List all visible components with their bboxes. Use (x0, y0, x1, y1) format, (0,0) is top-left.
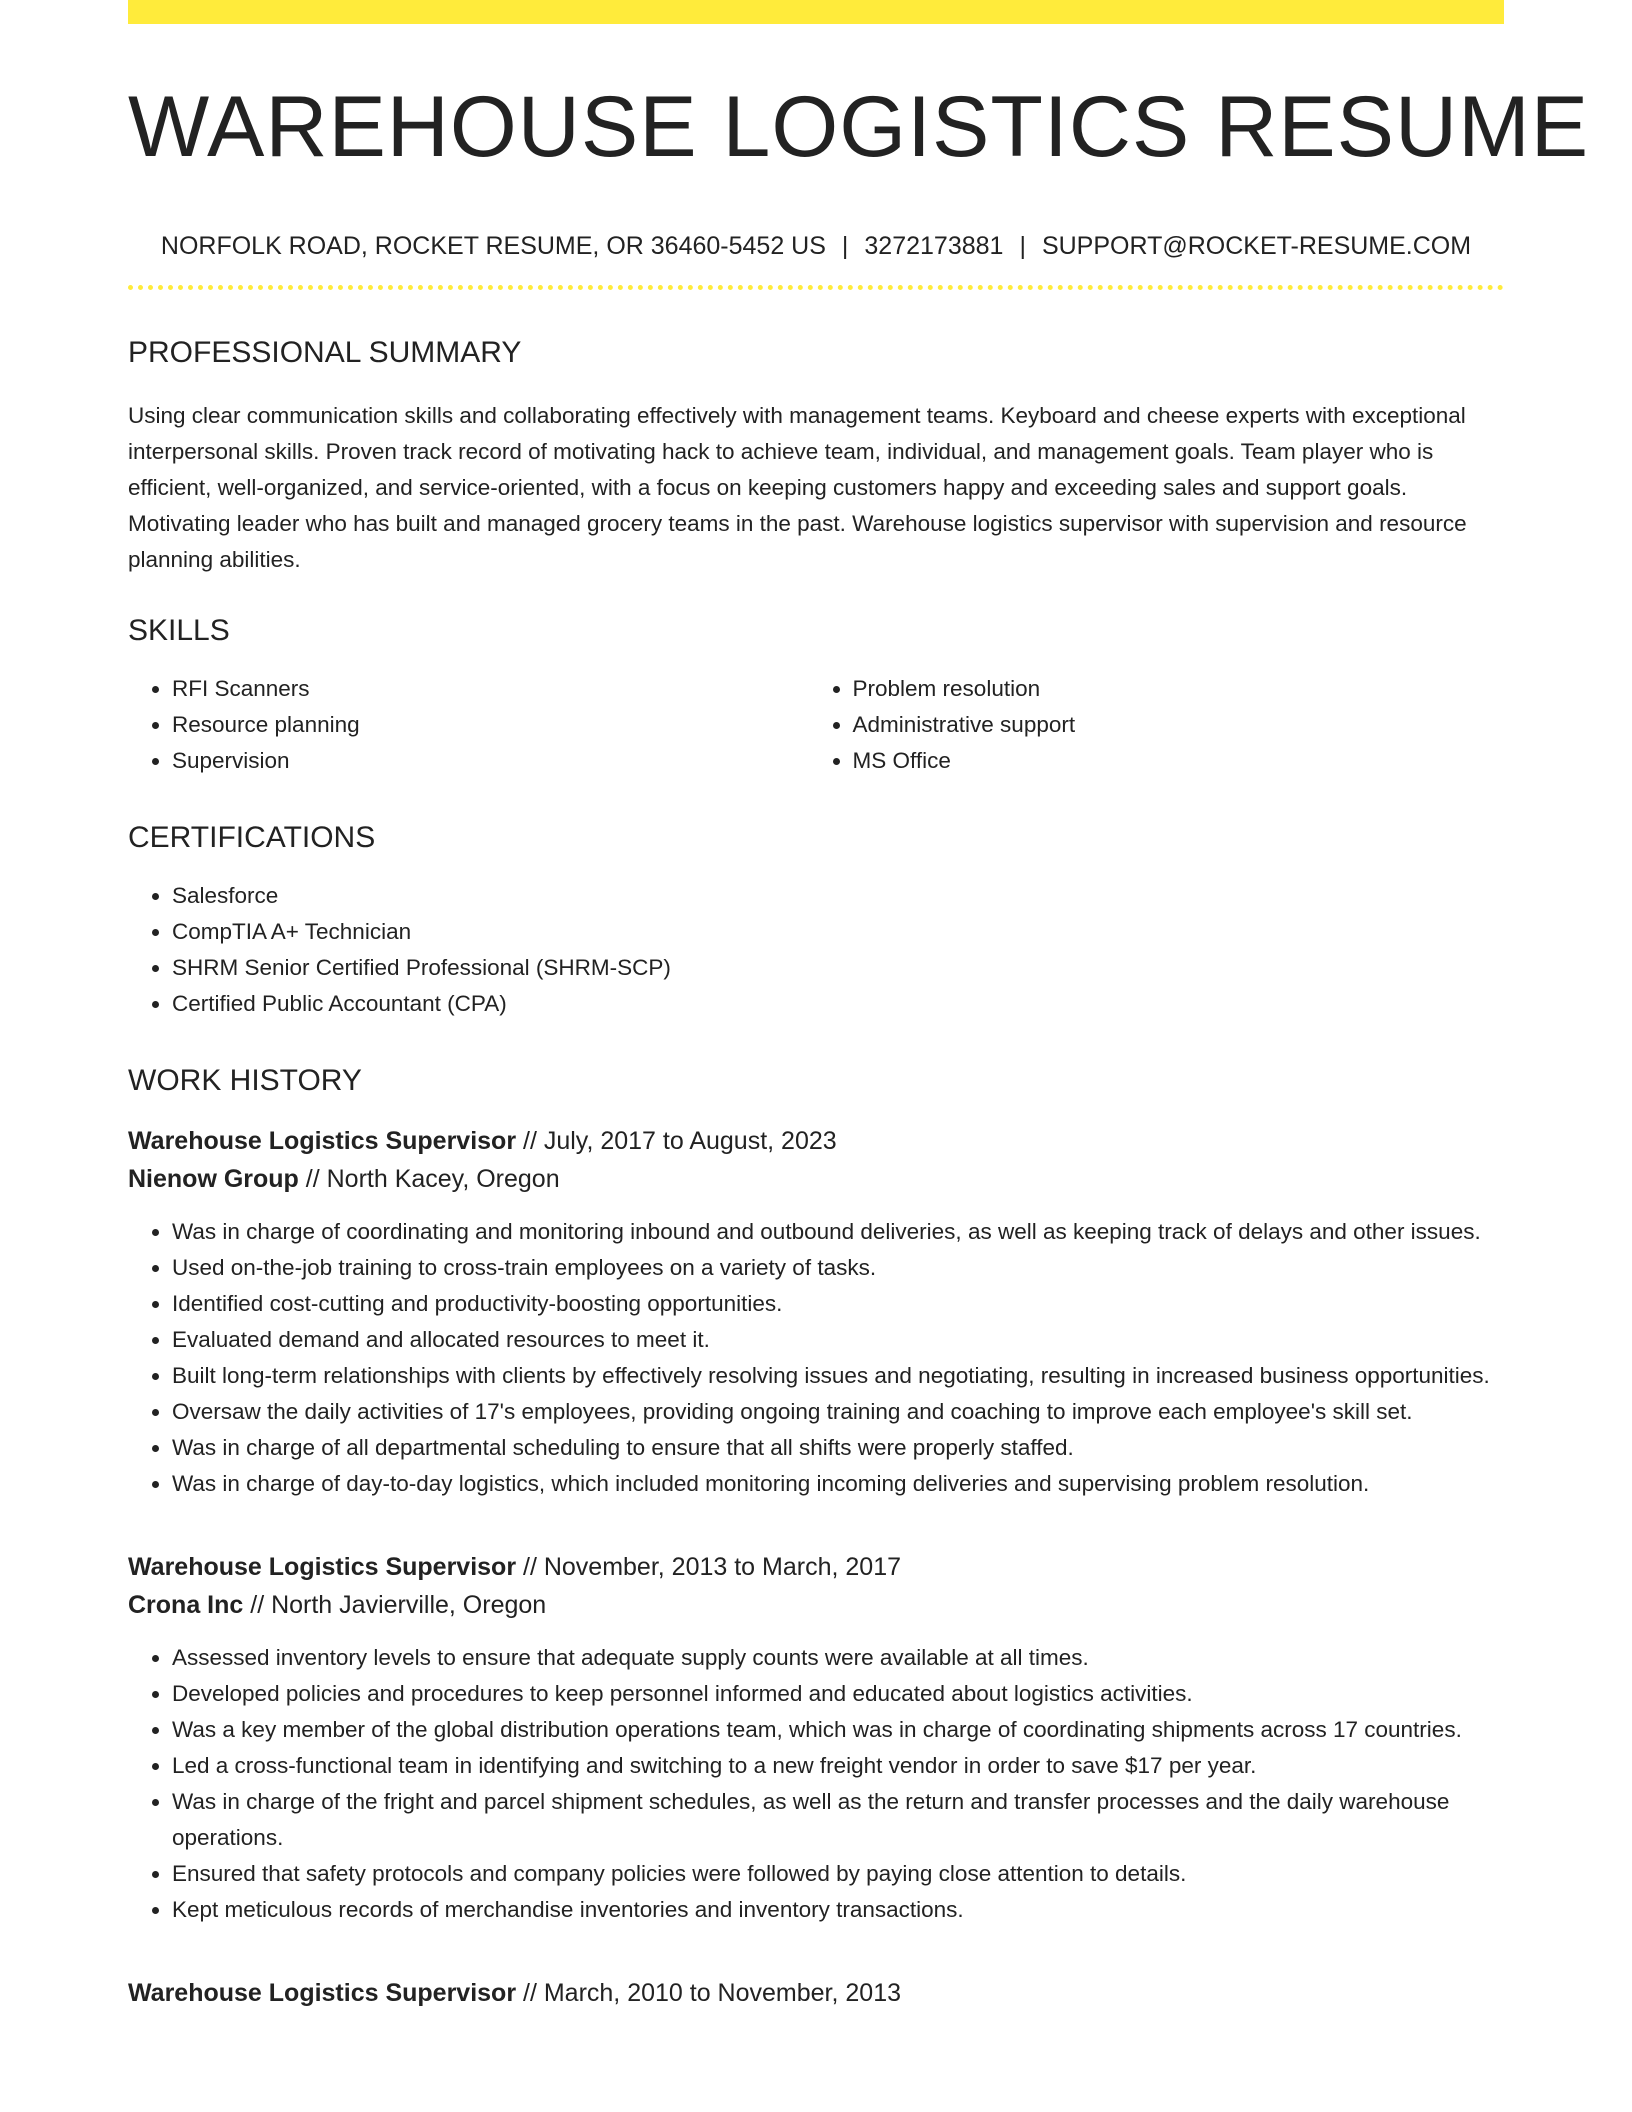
skill-item: • MS Office (853, 743, 1504, 779)
contact-separator: | (841, 232, 849, 260)
job-company: Crona Inc (128, 1591, 244, 1619)
job-title: Warehouse Logistics Supervisor (128, 1979, 517, 2007)
dotted-divider (128, 285, 1504, 290)
resume-title: WAREHOUSE LOGISTICS RESUME (128, 79, 1590, 175)
summary-text: Using clear communication skills and collaborating effectively with management teams. Keyboard and cheese experts with exceptional interpersonal skills. Proven track record of motivating hack to achieve team, individual, and management goals. Team player who is efficient, well-organized, and service-oriented, with a focus on keeping customers happy and exceeding sales and support goals. Motivating leader who has built and managed grocery teams in the past. Warehouse logistics supervisor with supervision and resource planning abilities. (128, 403, 1467, 572)
job-duty: • Was in charge of the fright and parcel shipment schedules, as well as the return and transfer processes and the daily warehouse operations. (172, 1784, 1504, 1856)
job-duty: • Evaluated demand and allocated resources to meet it. (172, 1322, 1504, 1358)
job-company: Nienow Group (128, 1165, 299, 1193)
job-duty: • Was in charge of coordinating and monitoring inbound and outbound deliveries, as well as keeping track of delays and other issues. (172, 1214, 1504, 1250)
job-entry (128, 1548, 1504, 1928)
certifications-heading: CERTIFICATIONS (128, 821, 376, 854)
contact-email: SUPPORT@ROCKET-RESUME.COM (1041, 232, 1472, 260)
skill-item: • Problem resolution (853, 671, 1504, 707)
skills-columns (128, 671, 1504, 779)
certification-item: • SHRM Senior Certified Professional (SHRM-SCP) (172, 950, 1504, 986)
job-dates: // July, 2017 to August, 2023 (516, 1127, 837, 1155)
resume-page (128, 0, 1590, 2012)
job-dates: // November, 2013 to March, 2017 (516, 1553, 901, 1581)
skill-item: • Administrative support (853, 707, 1504, 743)
job-title: Warehouse Logistics Supervisor (128, 1127, 517, 1155)
contact-line (128, 234, 1504, 259)
job-duty: • Kept meticulous records of merchandise inventories and inventory transactions. (172, 1892, 1504, 1928)
skill-item: • RFI Scanners (172, 671, 809, 707)
certification-item: • CompTIA A+ Technician (172, 914, 1504, 950)
job-location: // North Javierville, Oregon (243, 1591, 547, 1619)
job-duty: • Oversaw the daily activities of 17's employees, providing ongoing training and coaching to improve each employee's skill set. (172, 1394, 1504, 1430)
contact-phone: 3272173881 (864, 232, 1004, 260)
job-duties-list (128, 1640, 1504, 1928)
job-duty: • Used on-the-job training to cross-train employees on a variety of tasks. (172, 1250, 1504, 1286)
job-duties-list (128, 1214, 1504, 1502)
certification-item: • Salesforce (172, 878, 1504, 914)
job-duty: • Developed policies and procedures to keep personnel informed and educated about logistics activities. (172, 1676, 1504, 1712)
job-duty: • Led a cross-functional team in identifying and switching to a new freight vendor in order to save $17 per year. (172, 1748, 1504, 1784)
job-company-line (128, 1586, 1504, 1624)
skill-item: • Supervision (172, 743, 809, 779)
skills-list-left (128, 671, 809, 779)
contact-separator: | (1019, 232, 1026, 260)
job-duty: • Identified cost-cutting and productivity-boosting opportunities. (172, 1286, 1504, 1322)
job-duty: • Assessed inventory levels to ensure that adequate supply counts were available at all times. (172, 1640, 1504, 1676)
work-history-heading: WORK HISTORY (128, 1064, 362, 1097)
job-title: Warehouse Logistics Supervisor (128, 1553, 517, 1581)
job-duty: • Was in charge of all departmental scheduling to ensure that all shifts were properly staffed. (172, 1430, 1504, 1466)
job-duty: • Built long-term relationships with clients by effectively resolving issues and negotiating, resulting in increased business opportunities. (172, 1358, 1504, 1394)
job-entry (128, 1122, 1504, 1502)
job-duty: • Ensured that safety protocols and company policies were followed by paying close attention to details. (172, 1856, 1504, 1892)
job-dates: // March, 2010 to November, 2013 (516, 1979, 901, 2007)
job-company-line (128, 1160, 1504, 1198)
job-title-line (128, 1548, 1504, 1586)
summary-heading: PROFESSIONAL SUMMARY (128, 336, 522, 369)
skill-item: • Resource planning (172, 707, 809, 743)
skills-list-right (809, 671, 1504, 779)
job-title-line (128, 1122, 1504, 1160)
certifications-list (128, 878, 1504, 1022)
contact-address: NORFOLK ROAD, ROCKET RESUME, OR 36460-5452 US (160, 232, 826, 260)
certification-item: • Certified Public Accountant (CPA) (172, 986, 1504, 1022)
job-location: // North Kacey, Oregon (298, 1165, 560, 1193)
skills-heading: SKILLS (128, 614, 230, 647)
accent-top-bar (128, 0, 1504, 24)
job-duty: • Was in charge of day-to-day logistics, which included monitoring incoming deliveries and supervising problem resolution. (172, 1466, 1504, 1502)
job-duty: • Was a key member of the global distribution operations team, which was in charge of coordinating shipments across 17 countries. (172, 1712, 1504, 1748)
job-title-line (128, 1974, 1504, 2012)
job-entry (128, 1974, 1504, 2012)
